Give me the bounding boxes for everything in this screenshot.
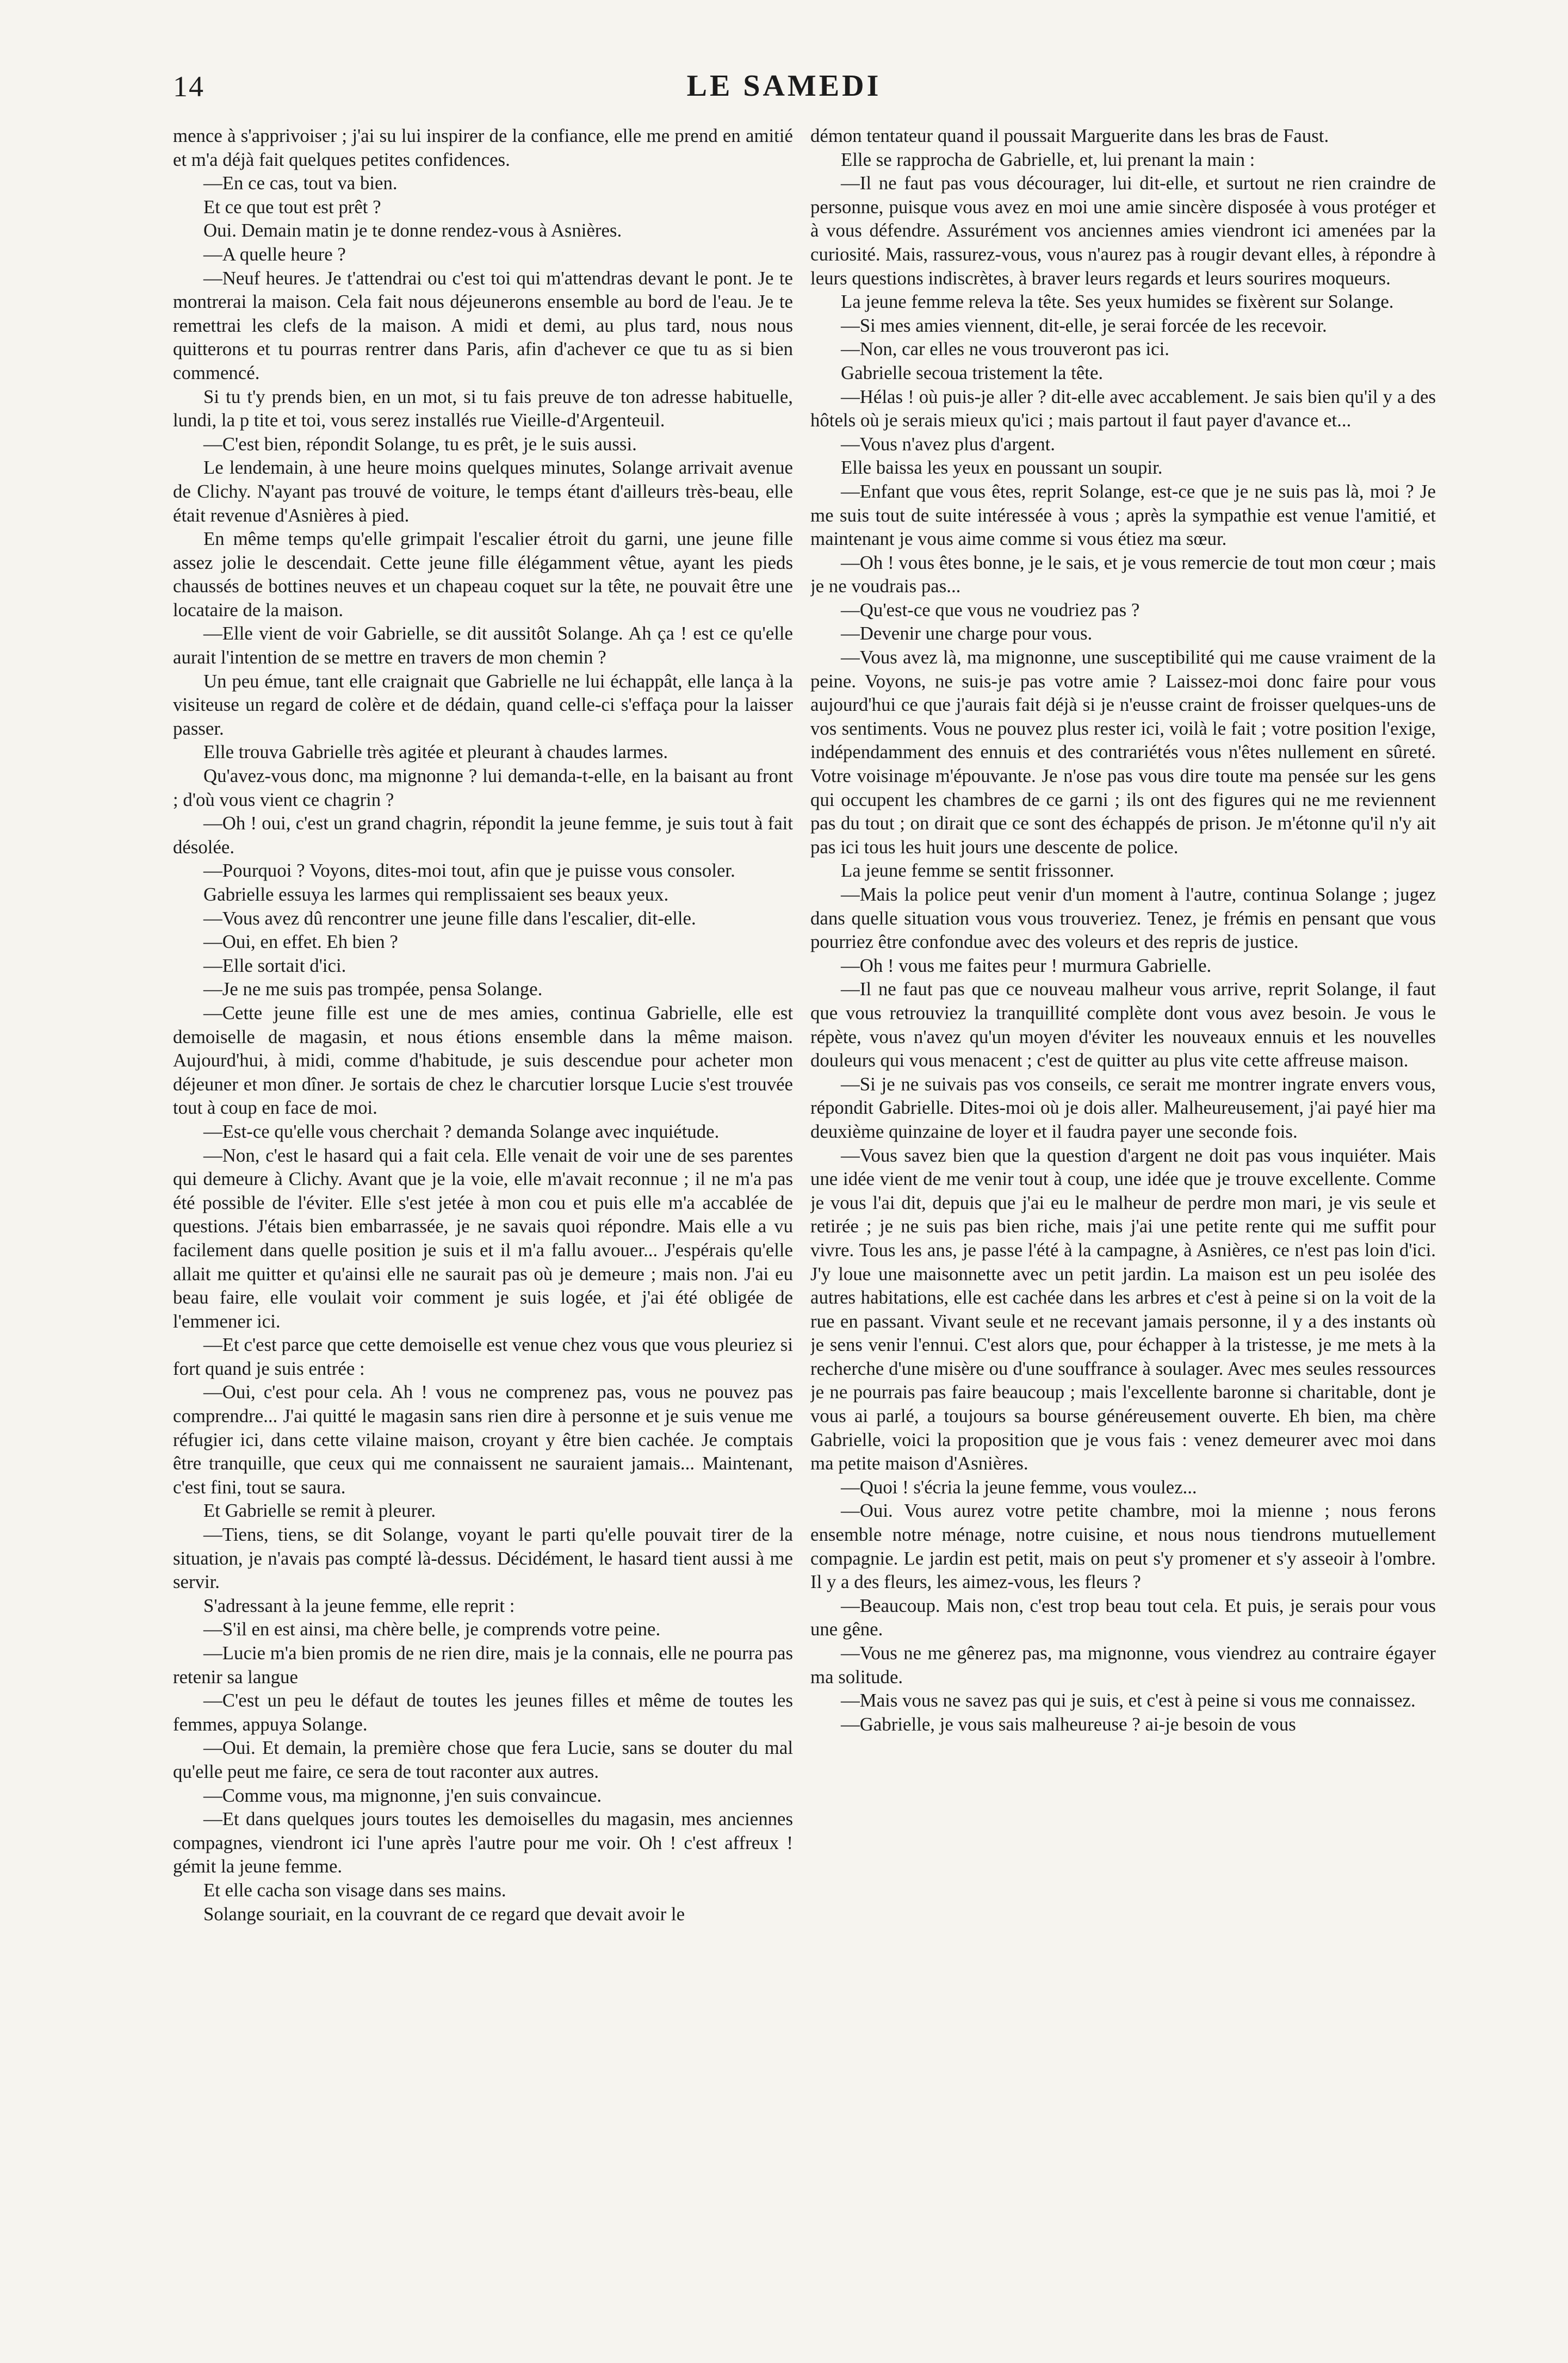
paragraph: Gabrielle secoua tristement la tête. [841,362,1104,383]
right-column [810,124,1436,2321]
paragraph: —Et c'est parce que cette demoiselle est venue chez vous que vous pleuriez si fort quand je suis entrée : [173,1334,793,1379]
left-column [173,124,793,2321]
paragraph: Elle baissa les yeux en poussant un soupir. [841,457,1163,479]
paragraph: —Beaucoup. Mais non, c'est trop beau tout cela. Et puis, je serais pour vous une gêne. [810,1595,1436,1640]
paragraph: —En ce cas, tout va bien. [203,172,398,194]
paragraph: —Neuf heures. Je t'attendrai ou c'est toi qui m'attendras devant le pont. Je te montrerai la maison. Cela fait nous déjeunerons ensemble au bord de l'eau. Je te remettrai les clefs de la maison. A midi et demi, au plus tard, nous nous quitterons et tu pourras rentrer dans Paris, afin d'achever ce que tu as si bien commencé. [173,267,793,383]
paragraph: —Elle vient de voir Gabrielle, se dit aussitôt Solange. Ah ça ! est ce qu'elle aurait l'intention de se mettre en travers de mon chemin ? [173,623,793,668]
paragraph: —Vous n'avez plus d'argent. [841,433,1055,455]
paragraph: —Tiens, tiens, se dit Solange, voyant le parti qu'elle pouvait tirer de la situation, je n'avais pas compté là-dessus. Décidément, le hasard tient aussi à me servir. [173,1524,793,1593]
paragraph: En même temps qu'elle grimpait l'escalier étroit du garni, une jeune fille assez jolie le descendait. Cette jeune fille élégamment vêtue, ayant les pieds chaussés de bottines neuves et un chapeau coquet sur la tête, ne pouvait être une locataire de la maison. [173,528,793,621]
paragraph: Oui. Demain matin je te donne rendez-vous à Asnières. [203,220,622,241]
paragraph: —Elle sortait d'ici. [203,954,346,976]
paragraph: —Oh ! oui, c'est un grand chagrin, répondit la jeune femme, je suis tout à fait désolée. [173,813,793,858]
paragraph: —Oh ! vous êtes bonne, je le sais, et je vous remercie de tout mon cœur ; mais je ne voudrais pas... [810,551,1436,597]
paragraph: S'adressant à la jeune femme, elle reprit : [203,1595,515,1616]
paragraph: —Oui, en effet. Eh bien ? [203,931,398,953]
page-number: 14 [173,70,204,103]
paragraph: —Il ne faut pas vous décourager, lui dit-elle, et surtout ne rien craindre de personne, puisque vous avez en moi une amie sincère disposée à vous protéger et à vous défendre. Assurément vos anciennes amies viendront ici amenées par la curiosité. Mais, rassurez-vous, vous n'aurez pas à rougir devant elles, à répondre à leurs questions indiscrètes, à braver leurs regards et leurs sourires moqueurs. [810,172,1436,289]
paragraph: Qu'avez-vous donc, ma mignonne ? lui demanda-t-elle, en la baisant au front ; d'où vous vient ce chagrin ? [173,765,793,810]
paragraph: mence à s'apprivoiser ; j'ai su lui inspirer de la confiance, elle me prend en amitié et m'a déjà fait quelques petites confidences. [173,125,793,170]
paragraph: démon tentateur quand il poussait Marguerite dans les bras de Faust. [810,125,1329,146]
paragraph: Un peu émue, tant elle craignait que Gabrielle ne lui échappât, elle lança à la visiteuse un regard de colère et de dédain, quand celle-ci s'effaça pour la laisser passer. [173,670,793,739]
paragraph: Elle se rapprocha de Gabrielle, et, lui prenant la main : [841,148,1255,170]
paragraph: —Mais la police peut venir d'un moment à l'autre, continua Solange ; jugez dans quelle situation vous vous trouveriez. Tenez, je frémis en pensant que vous pourriez être confondue avec des voleurs et des repris de justice. [810,884,1436,953]
paragraph: —C'est un peu le défaut de toutes les jeunes filles et même de toutes les femmes, appuya Solange. [173,1690,793,1735]
paragraph: —Non, car elles ne vous trouveront pas ici. [841,338,1169,360]
paragraph: —Et dans quelques jours toutes les demoiselles du magasin, mes anciennes compagnes, viendront ici l'une après l'autre pour me voir. Oh ! c'est affreux ! gémit la jeune femme. [173,1808,793,1877]
paragraph: —Vous ne me gênerez pas, ma mignonne, vous viendrez au contraire égayer ma solitude. [810,1642,1436,1688]
paragraph: —Oui. Et demain, la première chose que fera Lucie, sans se douter du mal qu'elle peut me faire, ce sera de tout raconter aux autres. [173,1737,793,1782]
paragraph: —Lucie m'a bien promis de ne rien dire, mais je la connais, elle ne pourra pas retenir sa langue [173,1642,793,1688]
journal-title: LE SAMEDI [686,69,882,103]
paragraph: Et ce que tout est prêt ? [203,196,381,218]
paragraph: La jeune femme releva la tête. Ses yeux humides se fixèrent sur Solange. [841,291,1394,313]
paragraph: Solange souriait, en la couvrant de ce regard que devait avoir le [203,1903,685,1925]
paragraph: —Vous avez dû rencontrer une jeune fille dans l'escalier, dit-elle. [203,907,696,929]
paragraph: —Pourquoi ? Voyons, dites-moi tout, afin que je puisse vous consoler. [203,860,735,882]
paragraph: Gabrielle essuya les larmes qui remplissaient ses beaux yeux. [203,884,669,905]
paragraph: —Devenir une charge pour vous. [841,623,1093,644]
paragraph: —Non, c'est le hasard qui a fait cela. Elle venait de voir une de ses parentes qui demeure à Clichy. Avant que je la voie, elle m'avait reconnue ; il ne m'a pas été possible de l'éviter. Elle s'est jetée à mon cou et puis elle m'a accablée de questions. J'étais bien embarrassée, je ne savais quoi répondre. Mais elle a vu facilement dans quelle position je suis et il m'a fallu avouer... J'espérais qu'elle allait me quitter et qu'ainsi elle ne saurait pas où je demeure ; mais non. J'ai eu beau faire, elle voulait voir comment je suis logée, et j'ai été obligée de l'emmener ici. [173,1144,793,1332]
paragraph: Et elle cacha son visage dans ses mains. [203,1879,506,1901]
paragraph: La jeune femme se sentit frissonner. [841,860,1114,882]
paragraph: —Qu'est-ce que vous ne voudriez pas ? [841,599,1140,621]
paragraph: —Vous savez bien que la question d'argent ne doit pas vous inquiéter. Mais une idée vient de me venir tout à coup, une idée que je trouve excellente. Comme je vous l'ai dit, depuis que j'ai eu le malheur de perdre mon mari, je vis seule et retirée ; je ne suis pas bien riche, mais j'ai une petite rente qui me suffit pour vivre. Tous les ans, je passe l'été à la campagne, à Asnières, ce n'est pas loin d'ici. J'y loue une maisonnette avec un petit jardin. La maison est un peu isolée des autres habitations, elle est cachée dans les arbres et c'est à peine si on la voit de la rue en passant. Vivant seule et ne recevant jamais personne, il y a des instants où je sens venir l'ennui. C'est alors que, pour échapper à la tristesse, je me mets à la recherche d'une misère ou d'une souffrance à soulager. Avec mes seules ressources je ne pourrais pas faire beaucoup ; mais l'excellente baronne si charitable, dont je vous ai parlé, a toujours sa bourse généreusement ouverte. Eh bien, ma chère Gabrielle, voici la proposition que je vous fais : venez demeurer avec moi dans ma petite maison d'Asnières. [810,1144,1436,1474]
paragraph: —Mais vous ne savez pas qui je suis, et c'est à peine si vous me connaissez. [841,1690,1416,1711]
paragraph: —Gabrielle, je vous sais malheureuse ? ai-je besoin de vous [841,1713,1296,1735]
paragraph: —Oui. Vous aurez votre petite chambre, moi la mienne ; nous ferons ensemble notre ménage, notre cuisine, et nous nous tiendrons mutuellement compagnie. Le jardin est petit, mais on peut s'y promener et s'y asseoir à l'ombre. Il y a des fleurs, les aimez-vous, les fleurs ? [810,1500,1436,1593]
paragraph: —Cette jeune fille est une de mes amies, continua Gabrielle, elle est demoiselle de magasin, et nous étions ensemble dans la même maison. Aujourd'hui, à midi, comme d'habitude, je suis descendue pour acheter mon déjeuner et mon dîner. Je sortais de chez le charcutier lorsque Lucie s'est trouvée tout à coup en face de moi. [173,1002,793,1119]
paragraph: Elle trouva Gabrielle très agitée et pleurant à chaudes larmes. [203,741,668,763]
paragraph: —Comme vous, ma mignonne, j'en suis convaincue. [203,1784,602,1806]
paragraph: —Si je ne suivais pas vos conseils, ce serait me montrer ingrate envers vous, répondit Gabrielle. Dites-moi où je dois aller. Malheureusement, j'ai payé hier ma deuxième quinzaine de loyer et il faudra payer une seconde fois. [810,1073,1436,1142]
paragraph: —S'il en est ainsi, ma chère belle, je comprends votre peine. [203,1618,661,1640]
paragraph: —Il ne faut pas que ce nouveau malheur vous arrive, reprit Solange, il faut que vous retrouviez la tranquillité complète dont vous avez besoin. Je vous le répète, vous n'avez qu'un moyen d'éviter les nouveaux ennuis et les nouvelles douleurs qui vous menacent ; c'est de quitter au plus vite cette affreuse maison. [810,978,1436,1071]
paragraph: —A quelle heure ? [203,243,346,265]
paragraph: Et Gabrielle se remit à pleurer. [203,1500,436,1522]
paragraph: —Hélas ! où puis-je aller ? dit-elle avec accablement. Je sais bien qu'il y a des hôtels où je serais mieux qu'ici ; mais partout il faut payer d'avance et... [810,386,1436,431]
paragraph: —Si mes amies viennent, dit-elle, je serai forcée de les recevoir. [841,314,1327,336]
paragraph: —C'est bien, répondit Solange, tu es prêt, je le suis aussi. [203,433,637,455]
paragraph: —Oh ! vous me faites peur ! murmura Gabrielle. [841,954,1212,976]
paragraph: —Enfant que vous êtes, reprit Solange, est-ce que je ne suis pas là, moi ? Je me suis tout de suite intéressée à vous ; après la sympathie est venue l'amitié, et maintenant je vous aime comme si vous étiez ma sœur. [810,480,1436,550]
paragraph: —Je ne me suis pas trompée, pensa Solange. [203,978,543,1000]
paragraph: Le lendemain, à une heure moins quelques minutes, Solange arrivait avenue de Clichy. N'ayant pas trouvé de voiture, le temps étant d'ailleurs très-beau, elle était revenue d'Asnières à pied. [173,457,793,526]
paragraph: —Oui, c'est pour cela. Ah ! vous ne comprenez pas, vous ne pouvez pas comprendre... J'ai quitté le magasin sans rien dire à personne et je suis venue me réfugier ici, dans cette vilaine maison, croyant y être bien cachée. Je comptais être tranquille, que ceux qui me connaissent ne sauraient jamais... Maintenant, c'est fini, tout se saura. [173,1381,793,1498]
paragraph: —Est-ce qu'elle vous cherchait ? demanda Solange avec inquiétude. [203,1120,720,1142]
paragraph: Si tu t'y prends bien, en un mot, si tu fais preuve de ton adresse habituelle, lundi, la p tite et toi, vous serez installés rue Vieille-d'Argenteuil. [173,386,793,431]
paragraph: —Quoi ! s'écria la jeune femme, vous voulez... [841,1476,1197,1498]
paragraph: —Vous avez là, ma mignonne, une susceptibilité qui me cause vraiment de la peine. Voyons, ne suis-je pas votre amie ? Laissez-moi donc faire pour vous aujourd'hui ce que j'aurais fait déjà si je n'eusse craint de froisser quelques-uns de vos sentiments. Vous ne pouvez plus rester ici, voilà le fait ; votre position l'exige, indépendamment des ennuis et des contrariétés vous n'êtes nullement en sûreté. Votre voisinage m'épouvante. Je n'ose pas vous dire toute ma pensée sur les gens qui occupent les chambres de ce garni ; ils ont des figures qui ne me reviennent pas du tout ; on dirait que ce sont des échappés de prison. Je m'étonne qu'il n'y ait pas ici tous les huit jours une descente de police. [810,647,1436,858]
